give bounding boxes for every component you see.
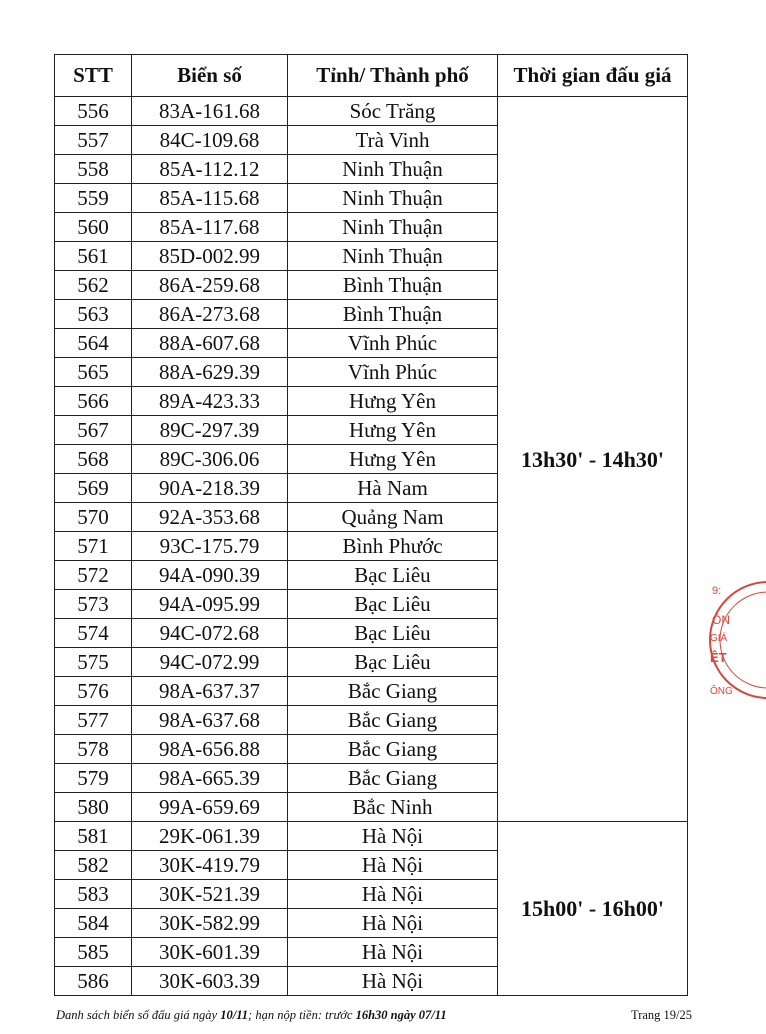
province-cell: Hưng Yên — [288, 387, 498, 416]
footer-prefix: Danh sách biển số đấu giá ngày — [56, 1008, 221, 1022]
stt-cell: 578 — [55, 735, 132, 764]
stt-cell: 561 — [55, 242, 132, 271]
stt-cell: 580 — [55, 793, 132, 822]
plate-cell: 89C-306.06 — [132, 445, 288, 474]
header-time: Thời gian đấu giá — [498, 55, 688, 97]
time-slot-cell: 15h00' - 16h00' — [498, 822, 688, 996]
stt-cell: 559 — [55, 184, 132, 213]
stamp-graphic — [706, 570, 766, 720]
stt-cell: 579 — [55, 764, 132, 793]
header-plate: Biển số — [132, 55, 288, 97]
province-cell: Vĩnh Phúc — [288, 358, 498, 387]
province-cell: Bắc Giang — [288, 677, 498, 706]
table-body — [55, 97, 688, 996]
stt-cell: 568 — [55, 445, 132, 474]
plate-cell: 30K-603.39 — [132, 967, 288, 996]
page-number: Trang 19/25 — [631, 1008, 693, 1022]
plate-cell: 89C-297.39 — [132, 416, 288, 445]
stamp-text-3: GIÁ — [710, 633, 728, 644]
plate-cell: 98A-665.39 — [132, 764, 288, 793]
stt-cell: 571 — [55, 532, 132, 561]
stt-cell: 577 — [55, 706, 132, 735]
stt-cell: 572 — [55, 561, 132, 590]
province-cell: Hưng Yên — [288, 445, 498, 474]
province-cell: Bắc Giang — [288, 706, 498, 735]
stt-cell: 565 — [55, 358, 132, 387]
stt-cell: 584 — [55, 909, 132, 938]
province-cell: Bình Thuận — [288, 300, 498, 329]
stt-cell: 556 — [55, 97, 132, 126]
stt-cell: 566 — [55, 387, 132, 416]
plate-cell: 84C-109.68 — [132, 126, 288, 155]
province-cell: Bạc Liêu — [288, 648, 498, 677]
stamp-text-2: ÔN — [712, 613, 730, 627]
plate-cell: 89A-423.33 — [132, 387, 288, 416]
stt-cell: 563 — [55, 300, 132, 329]
province-cell: Bình Phước — [288, 532, 498, 561]
province-cell: Trà Vinh — [288, 126, 498, 155]
province-cell: Hà Nam — [288, 474, 498, 503]
plate-cell: 94C-072.68 — [132, 619, 288, 648]
stt-cell: 560 — [55, 213, 132, 242]
province-cell: Hà Nội — [288, 822, 498, 851]
plate-cell: 90A-218.39 — [132, 474, 288, 503]
stamp-text-4: ỆT — [710, 650, 727, 665]
time-slot-cell: 13h30' - 14h30' — [498, 97, 688, 822]
plate-cell: 92A-353.68 — [132, 503, 288, 532]
province-cell: Hà Nội — [288, 938, 498, 967]
footer-middle: ; hạn nộp tiền: trước — [248, 1008, 356, 1022]
stt-cell: 557 — [55, 126, 132, 155]
stamp-text-1: 9: — [712, 585, 722, 597]
plate-cell: 94C-072.99 — [132, 648, 288, 677]
stt-cell: 585 — [55, 938, 132, 967]
plate-cell: 85A-115.68 — [132, 184, 288, 213]
table-row — [55, 822, 688, 851]
footer-date: 10/11 — [220, 1008, 249, 1022]
header-row — [55, 55, 688, 97]
plate-cell: 93C-175.79 — [132, 532, 288, 561]
stamp-text-5: ÔNG — [710, 686, 733, 697]
plate-cell: 98A-656.88 — [132, 735, 288, 764]
plate-cell: 98A-637.68 — [132, 706, 288, 735]
plate-cell: 29K-061.39 — [132, 822, 288, 851]
province-cell: Ninh Thuận — [288, 184, 498, 213]
stt-cell: 564 — [55, 329, 132, 358]
stt-cell: 576 — [55, 677, 132, 706]
stt-cell: 581 — [55, 822, 132, 851]
plate-cell: 86A-259.68 — [132, 271, 288, 300]
plate-cell: 85A-117.68 — [132, 213, 288, 242]
province-cell: Hà Nội — [288, 851, 498, 880]
province-cell: Sóc Trăng — [288, 97, 498, 126]
plate-cell: 88A-629.39 — [132, 358, 288, 387]
province-cell: Hà Nội — [288, 909, 498, 938]
footer-deadline: 16h30 ngày 07/11 — [355, 1008, 447, 1022]
header-province: Tỉnh/ Thành phố — [288, 55, 498, 97]
province-cell: Quảng Nam — [288, 503, 498, 532]
stt-cell: 574 — [55, 619, 132, 648]
stt-cell: 573 — [55, 590, 132, 619]
plate-cell: 85D-002.99 — [132, 242, 288, 271]
plate-cell: 99A-659.69 — [132, 793, 288, 822]
province-cell: Bạc Liêu — [288, 561, 498, 590]
plate-cell: 94A-095.99 — [132, 590, 288, 619]
province-cell: Bắc Giang — [288, 764, 498, 793]
province-cell: Ninh Thuận — [288, 242, 498, 271]
plate-cell: 88A-607.68 — [132, 329, 288, 358]
province-cell: Hà Nội — [288, 967, 498, 996]
red-stamp-fragment — [706, 570, 766, 720]
stt-cell: 586 — [55, 967, 132, 996]
plate-cell: 94A-090.39 — [132, 561, 288, 590]
footer-note — [56, 1008, 447, 1023]
header-stt: STT — [55, 55, 132, 97]
province-cell: Ninh Thuận — [288, 213, 498, 242]
stt-cell: 562 — [55, 271, 132, 300]
plate-cell: 30K-521.39 — [132, 880, 288, 909]
table-row — [55, 97, 688, 126]
auction-table — [54, 54, 688, 996]
stt-cell: 575 — [55, 648, 132, 677]
plate-cell: 85A-112.12 — [132, 155, 288, 184]
stt-cell: 583 — [55, 880, 132, 909]
province-cell: Bạc Liêu — [288, 590, 498, 619]
province-cell: Hà Nội — [288, 880, 498, 909]
province-cell: Bắc Ninh — [288, 793, 498, 822]
plate-cell: 83A-161.68 — [132, 97, 288, 126]
province-cell: Bạc Liêu — [288, 619, 498, 648]
plate-cell: 98A-637.37 — [132, 677, 288, 706]
province-cell: Ninh Thuận — [288, 155, 498, 184]
stt-cell: 570 — [55, 503, 132, 532]
stt-cell: 558 — [55, 155, 132, 184]
province-cell: Vĩnh Phúc — [288, 329, 498, 358]
province-cell: Bình Thuận — [288, 271, 498, 300]
stt-cell: 567 — [55, 416, 132, 445]
stt-cell: 569 — [55, 474, 132, 503]
province-cell: Bắc Giang — [288, 735, 498, 764]
plate-cell: 30K-582.99 — [132, 909, 288, 938]
plate-cell: 30K-419.79 — [132, 851, 288, 880]
plate-cell: 86A-273.68 — [132, 300, 288, 329]
plate-cell: 30K-601.39 — [132, 938, 288, 967]
stt-cell: 582 — [55, 851, 132, 880]
province-cell: Hưng Yên — [288, 416, 498, 445]
